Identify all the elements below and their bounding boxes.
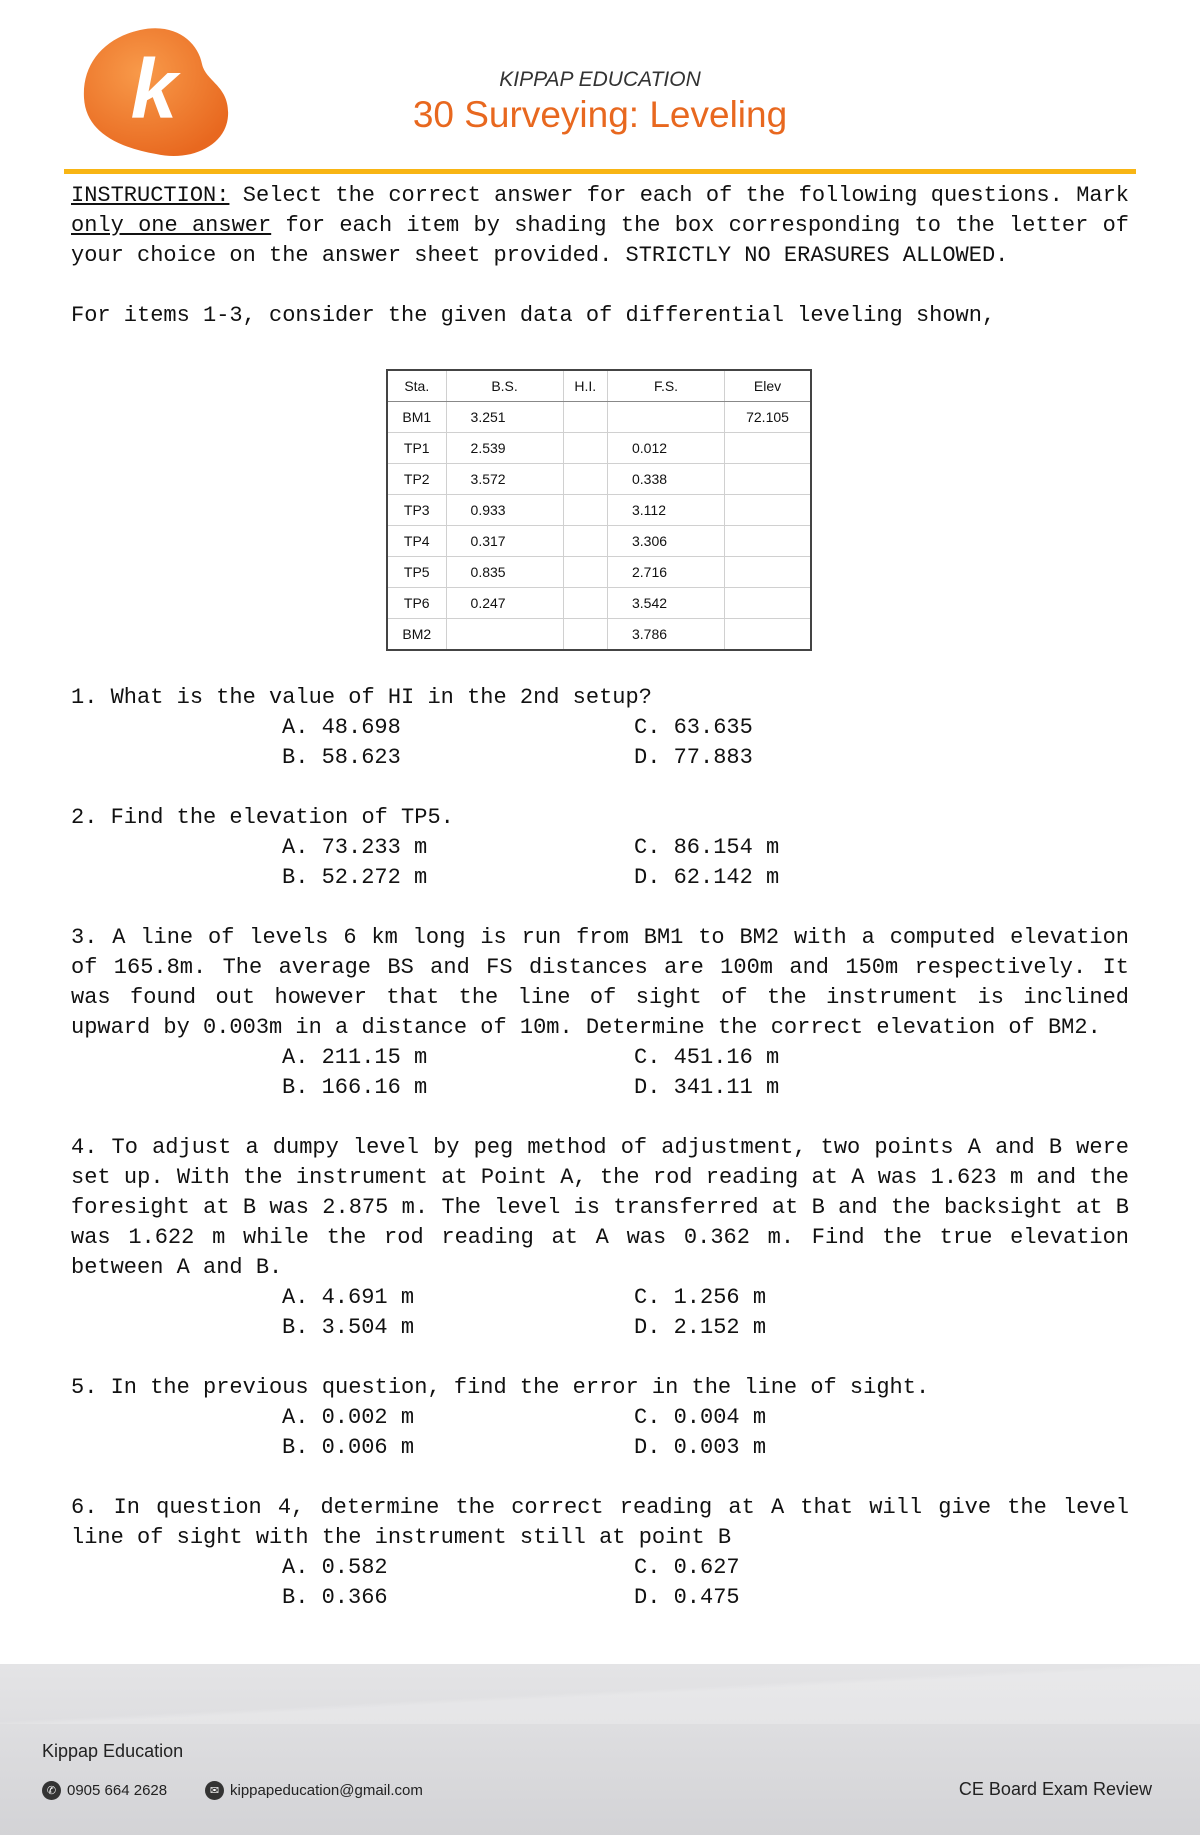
table-row bbox=[387, 588, 811, 619]
instruction-emphasis: only one answer bbox=[71, 213, 272, 238]
answer-choice: C. 0.004 m bbox=[634, 1405, 767, 1430]
table-cell bbox=[563, 433, 607, 464]
table-cell: 0.317 bbox=[446, 526, 563, 557]
phone-icon: ✆ bbox=[42, 1781, 61, 1800]
answer-choice: B. 0.006 m bbox=[282, 1435, 415, 1460]
exam-content bbox=[71, 181, 1129, 1613]
table-cell bbox=[725, 557, 811, 588]
table-cell bbox=[725, 619, 811, 651]
answer-choice: B. 3.504 m bbox=[282, 1315, 415, 1340]
answer-choices bbox=[282, 1043, 882, 1103]
table-row bbox=[387, 557, 811, 588]
table-header-cell: Elev bbox=[725, 370, 811, 402]
table-cell: 72.105 bbox=[725, 402, 811, 433]
answer-choice: D. 77.883 bbox=[634, 745, 753, 770]
table-cell bbox=[563, 588, 607, 619]
choice-row bbox=[282, 1403, 882, 1433]
table-cell: 2.539 bbox=[446, 433, 563, 464]
answer-choice: A. 211.15 m bbox=[282, 1045, 428, 1070]
answer-choices bbox=[282, 1403, 882, 1463]
table-cell: 3.306 bbox=[608, 526, 725, 557]
table-row bbox=[387, 619, 811, 651]
kippap-logo bbox=[80, 24, 230, 162]
table-cell bbox=[725, 526, 811, 557]
table-cell bbox=[563, 495, 607, 526]
question-item bbox=[71, 1493, 1129, 1613]
table-cell bbox=[563, 464, 607, 495]
table-row bbox=[387, 433, 811, 464]
table-cell: TP3 bbox=[387, 495, 446, 526]
choice-row bbox=[282, 1313, 882, 1343]
table-cell bbox=[563, 402, 607, 433]
question-text: 1. What is the value of HI in the 2nd setup? bbox=[71, 685, 652, 710]
table-header-cell: Sta. bbox=[387, 370, 446, 402]
question-item bbox=[71, 683, 1129, 773]
table-header-cell: F.S. bbox=[608, 370, 725, 402]
question-text: 3. A line of levels 6 km long is run from BM1 to BM2 with a computed elevation of 165.8m. The average BS and FS distances are 100m and 150m respectively. It was found out however that the line of sight of the instrument is inclined upward by 0.003m in a distance of 10m. Determine the correct elevation of BM2. bbox=[71, 925, 1129, 1040]
table-cell: 3.572 bbox=[446, 464, 563, 495]
question-item bbox=[71, 803, 1129, 893]
answer-choice: C. 0.627 bbox=[634, 1555, 740, 1580]
table-cell bbox=[725, 464, 811, 495]
table-header-cell: B.S. bbox=[446, 370, 563, 402]
answer-choice: D. 0.003 m bbox=[634, 1435, 767, 1460]
table-row bbox=[387, 402, 811, 433]
items-intro: For items 1-3, consider the given data of differential leveling shown, bbox=[71, 303, 996, 328]
choice-row bbox=[282, 863, 882, 893]
choice-row bbox=[282, 833, 882, 863]
answer-choice: D. 341.11 m bbox=[634, 1075, 780, 1100]
table-cell: TP2 bbox=[387, 464, 446, 495]
table-cell bbox=[608, 402, 725, 433]
question-item bbox=[71, 1373, 1129, 1463]
answer-choices bbox=[282, 1283, 882, 1343]
table-cell: 0.247 bbox=[446, 588, 563, 619]
table-cell: 0.933 bbox=[446, 495, 563, 526]
organization-name: KIPPAP EDUCATION bbox=[499, 68, 701, 91]
question-text: 4. To adjust a dumpy level by peg method of adjustment, two points A and B were set up. With the instrument at Point A, the rod reading at A was 1.623 m and the foresight at B was 2.875 m. The level is transferred at B and the backsight at B was 1.622 m while the rod reading at A was 0.362 m. Find the true elevation between A and B. bbox=[71, 1135, 1129, 1280]
question-item bbox=[71, 1133, 1129, 1343]
table-row bbox=[387, 526, 811, 557]
answer-choice: A. 73.233 m bbox=[282, 835, 428, 860]
footer-tagline: CE Board Exam Review bbox=[958, 1779, 1152, 1799]
footer-org: Kippap Education bbox=[42, 1741, 184, 1761]
answer-choices bbox=[282, 713, 882, 773]
table-cell: 3.542 bbox=[608, 588, 725, 619]
choice-row bbox=[282, 1583, 882, 1613]
mail-icon: ✉ bbox=[205, 1781, 224, 1800]
answer-choice: D. 62.142 m bbox=[634, 865, 780, 890]
answer-choice: C. 63.635 bbox=[634, 715, 753, 740]
table-cell: 0.835 bbox=[446, 557, 563, 588]
question-item bbox=[71, 923, 1129, 1103]
footer-email-address: kippapeducation@gmail.com bbox=[230, 1782, 423, 1799]
choice-row bbox=[282, 1553, 882, 1583]
question-text: 6. In question 4, determine the correct reading at A that will give the level line of sight with the instrument still at point B bbox=[71, 1495, 1129, 1550]
question-list bbox=[71, 683, 1129, 1613]
question-text: 2. Find the elevation of TP5. bbox=[71, 805, 454, 830]
table-cell: 0.338 bbox=[608, 464, 725, 495]
table-cell bbox=[725, 588, 811, 619]
instruction-text-1: Select the correct answer for each of the following questions. Mark bbox=[229, 183, 1129, 208]
table-cell bbox=[563, 526, 607, 557]
table-cell: TP1 bbox=[387, 433, 446, 464]
choice-row bbox=[282, 1043, 882, 1073]
answer-choice: C. 1.256 m bbox=[634, 1285, 767, 1310]
table-cell: 2.716 bbox=[608, 557, 725, 588]
answer-choice: C. 451.16 m bbox=[634, 1045, 780, 1070]
table-cell bbox=[725, 495, 811, 526]
table-cell: BM1 bbox=[387, 402, 446, 433]
table-cell: BM2 bbox=[387, 619, 446, 651]
table-cell: 3.251 bbox=[446, 402, 563, 433]
choice-row bbox=[282, 713, 882, 743]
choice-row bbox=[282, 1283, 882, 1313]
instruction-text-2: for each item by shading the box corresponding to the letter of your choice on the answer sheet provided. STRICTLY NO ERASURES ALLOWED. bbox=[71, 213, 1129, 268]
table-cell bbox=[563, 557, 607, 588]
instruction-paragraph bbox=[71, 181, 1129, 271]
table-body bbox=[387, 402, 811, 651]
table-cell: 3.112 bbox=[608, 495, 725, 526]
answer-choice: B. 52.272 m bbox=[282, 865, 428, 890]
leveling-table-wrapper bbox=[386, 369, 812, 651]
footer-phone-number: 0905 664 2628 bbox=[67, 1782, 168, 1799]
answer-choice: A. 48.698 bbox=[282, 715, 401, 740]
table-cell bbox=[725, 433, 811, 464]
footer-phone bbox=[42, 1781, 167, 1800]
table-cell: TP5 bbox=[387, 557, 446, 588]
answer-choice: A. 0.002 m bbox=[282, 1405, 415, 1430]
choice-row bbox=[282, 1073, 882, 1103]
page-title: 30 Surveying: Leveling bbox=[412, 94, 788, 135]
answer-choices bbox=[282, 1553, 882, 1613]
table-row bbox=[387, 495, 811, 526]
header-divider bbox=[64, 169, 1136, 174]
answer-choice: C. 86.154 m bbox=[634, 835, 780, 860]
logo-letter: k bbox=[130, 42, 178, 136]
answer-choices bbox=[282, 833, 882, 893]
table-cell: 3.786 bbox=[608, 619, 725, 651]
answer-choice: A. 4.691 m bbox=[282, 1285, 415, 1310]
answer-choice: D. 0.475 bbox=[634, 1585, 740, 1610]
answer-choice: B. 0.366 bbox=[282, 1585, 388, 1610]
choice-row bbox=[282, 743, 882, 773]
table-header-cell: H.I. bbox=[563, 370, 607, 402]
answer-choice: B. 58.623 bbox=[282, 745, 401, 770]
answer-choice: B. 166.16 m bbox=[282, 1075, 428, 1100]
answer-choice: A. 0.582 bbox=[282, 1555, 388, 1580]
table-cell: 0.012 bbox=[608, 433, 725, 464]
answer-choice: D. 2.152 m bbox=[634, 1315, 767, 1340]
footer-email bbox=[205, 1781, 423, 1800]
table-cell bbox=[563, 619, 607, 651]
table-row bbox=[387, 464, 811, 495]
question-text: 5. In the previous question, find the error in the line of sight. bbox=[71, 1375, 930, 1400]
choice-row bbox=[282, 1433, 882, 1463]
table-cell: TP6 bbox=[387, 588, 446, 619]
instruction-label: INSTRUCTION: bbox=[71, 183, 230, 208]
table-cell: TP4 bbox=[387, 526, 446, 557]
table-header-row bbox=[387, 370, 811, 402]
table-cell bbox=[446, 619, 563, 651]
leveling-table bbox=[386, 369, 812, 651]
